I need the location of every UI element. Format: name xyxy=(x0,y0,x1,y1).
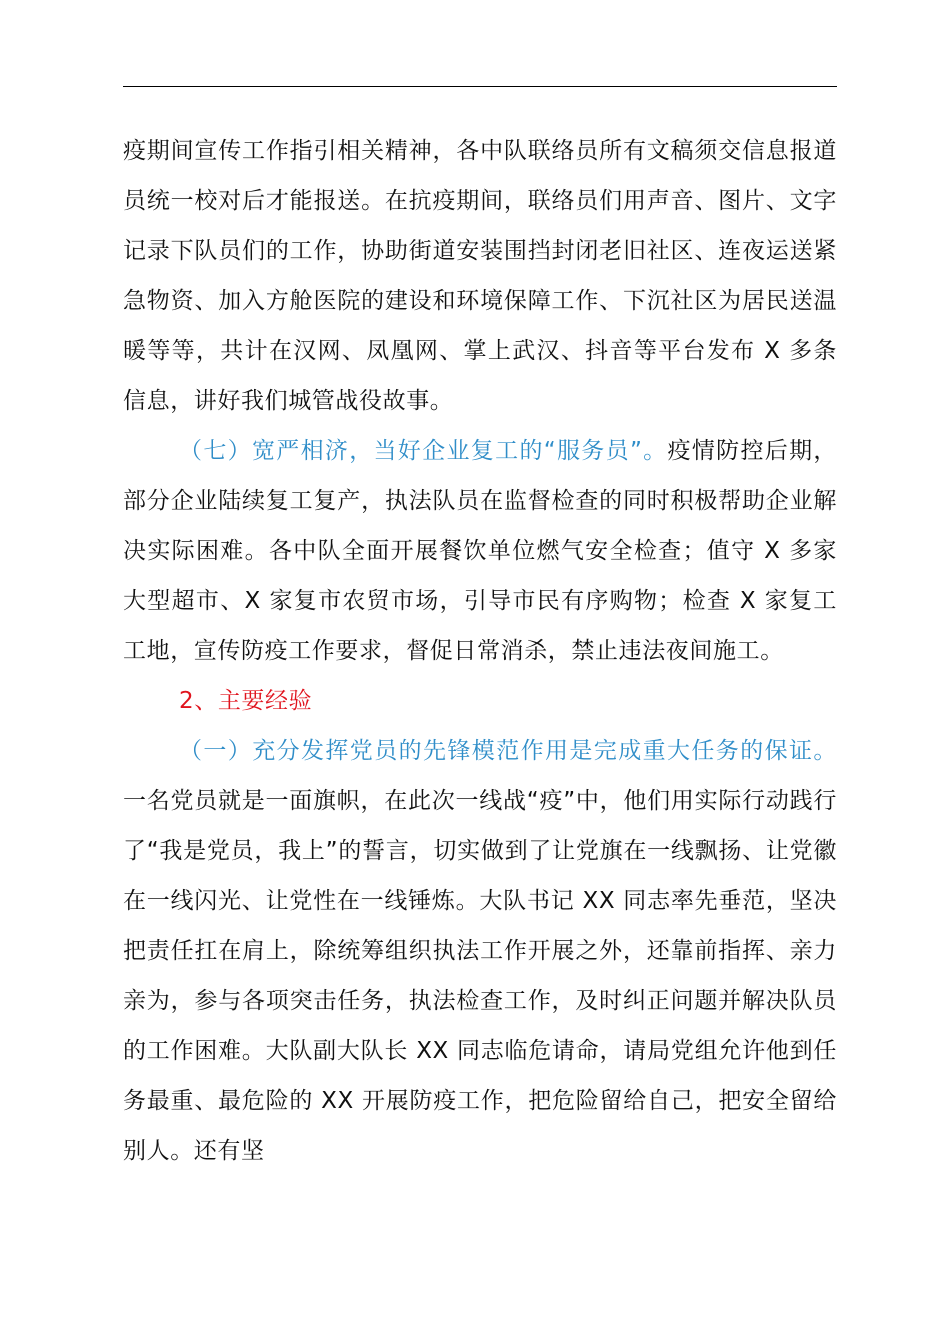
document-body xyxy=(123,126,837,1176)
subheading-seven: （七）宽严相济，当好企业复工的“服务员”。 xyxy=(179,438,668,464)
section-title-main-experience: 2、主要经验 xyxy=(179,688,313,714)
paragraph-party-members xyxy=(123,726,837,1176)
paragraph-party-body: 一名党员就是一面旗帜，在此次一线战“疫”中，他们用实际行动践行了“我是党员，我上”的誓言，切实做到了让党旗在一线飘扬、让党徽在一线闪光、让党性在一线锤炼。大队书记 XX 同志率先垂范，坚决把责任扛在肩上，除统筹组织执法工作开展之外，还靠前指挥、亲力亲为，参与各项突击任务，执法检查工作，及时纠正问题并解决队员的工作困难。大队副大队长 XX 同志临危请命，请局党组允许他到任务最重、最危险的 XX 开展防疫工作，把危险留给自己，把安全留给别人。还有坚 xyxy=(123,788,837,1164)
paragraph-enterprise-resumption xyxy=(123,426,837,676)
paragraph-publicity: 疫期间宣传工作指引相关精神，各中队联络员所有文稿须交信息报道员统一校对后才能报送。在抗疫期间，联络员们用声音、图片、文字记录下队员们的工作，协助街道安装围挡封闭老旧社区、连夜运送紧急物资、加入方舱医院的建设和环境保障工作、下沉社区为居民送温暖等等，共计在汉网、凤凰网、掌上武汉、抖音等平台发布 X 多条信息，讲好我们城管战役故事。 xyxy=(123,138,837,414)
paragraph-enterprise-body: 疫情防控后期，部分企业陆续复工复产，执法队员在监督检查的同时积极帮助企业解决实际困难。各中队全面开展餐饮单位燃气安全检查；值守 X 多家大型超市、X 家复市农贸市场，引导市民有序购物；检查 X 家复工工地，宣传防疫工作要求，督促日常消杀，禁止违法夜间施工。 xyxy=(123,438,838,664)
header-rule xyxy=(123,86,837,87)
subheading-one: （一）充分发挥党员的先锋模范作用是完成重大任务的保证。 xyxy=(179,738,837,764)
